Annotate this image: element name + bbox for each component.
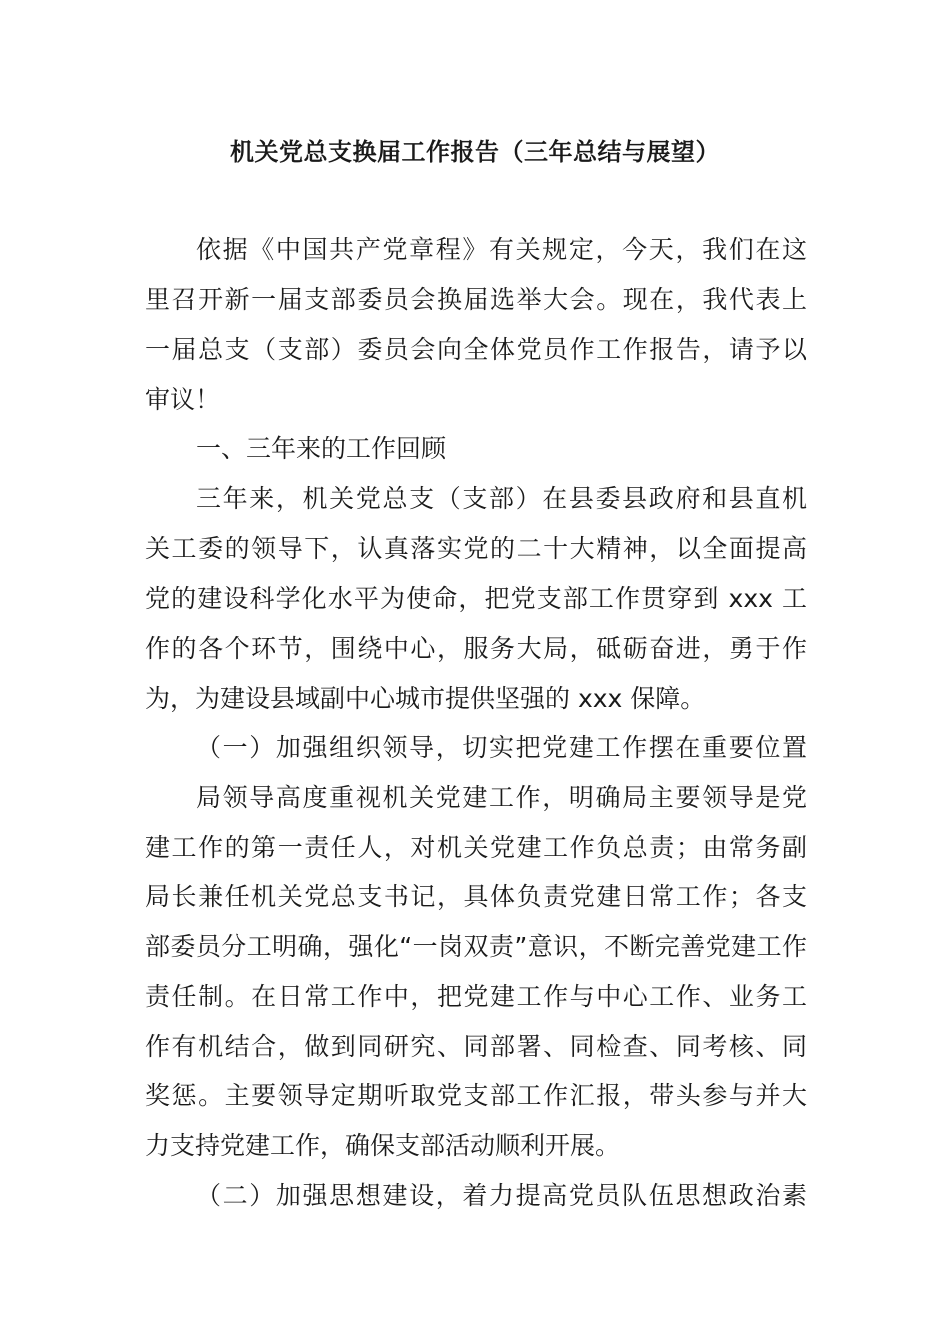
paragraph-line: 作有机结合，做到同研究、同部署、同检查、同考核、同 [145,1032,807,1061]
subsection-heading: （一）加强组织领导，切实把党建工作摆在重要位置 [196,733,807,762]
subsection-heading: （二）加强思想建设，着力提高党员队伍思想政治素 [196,1181,807,1210]
paragraph-line: 党的建设科学化水平为使命，把党支部工作贯穿到 xxx 工 [145,584,807,613]
paragraph-line: 审议！ [145,385,221,414]
paragraph-line: 一届总支（支部）委员会向全体党员作工作报告，请予以 [145,335,807,364]
paragraph-line: 为，为建设县域副中心城市提供坚强的 xxx 保障。 [145,684,706,713]
section-heading: 一、三年来的工作回顾 [196,434,447,463]
paragraph-line: 责任制。在日常工作中，把党建工作与中心工作、业务工 [145,982,807,1011]
paragraph-line: 里召开新一届支部委员会换届选举大会。现在，我代表上 [145,285,807,314]
paragraph-line: 局长兼任机关党总支书记，具体负责党建日常工作；各支 [145,882,807,911]
paragraph-line: 关工委的领导下，认真落实党的二十大精神，以全面提高 [145,534,807,563]
paragraph-line: 建工作的第一责任人，对机关党建工作负总责；由常务副 [145,833,807,862]
paragraph-line: 力支持党建工作，确保支部活动顺利开展。 [145,1131,621,1160]
paragraph-line: 三年来，机关党总支（支部）在县委县政府和县直机 [196,484,807,513]
paragraph-line: 作的各个环节，围绕中心，服务大局，砥砺奋进，勇于作 [145,634,807,663]
paragraph-line: 依据《中国共产党章程》有关规定，今天，我们在这 [196,235,807,264]
document-title: 机关党总支换届工作报告（三年总结与展望） [230,138,720,166]
paragraph-line: 部委员分工明确，强化“一岗双责”意识，不断完善党建工作 [145,932,807,961]
paragraph-line: 奖惩。主要领导定期听取党支部工作汇报，带头参与并大 [145,1081,807,1110]
paragraph-line: 局领导高度重视机关党建工作，明确局主要领导是党 [196,783,807,812]
